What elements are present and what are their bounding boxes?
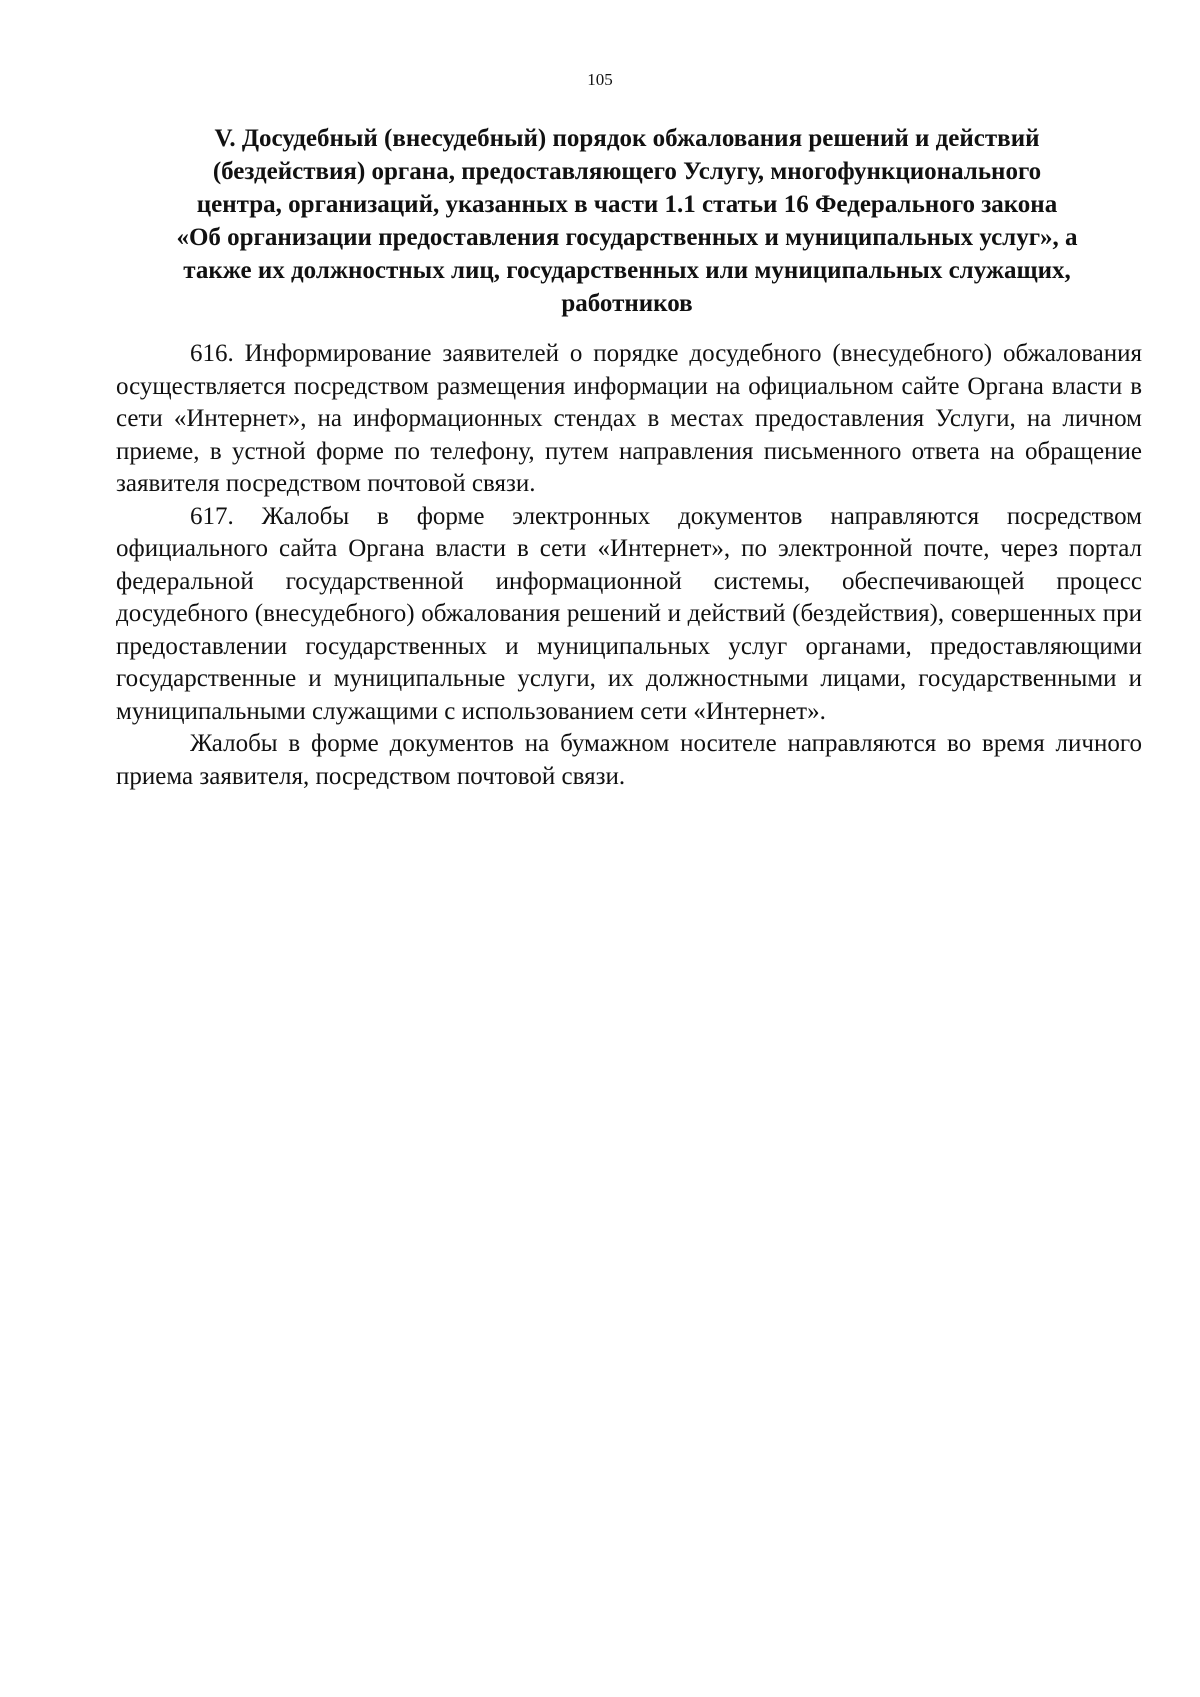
paragraph-paper-complaints: Жалобы в форме документов на бумажном носителе направляются во время личного приема заявителя, посредством почтовой связи. xyxy=(116,730,1142,790)
heading-line: «Об организации предоставления государственных и муниципальных услуг», а xyxy=(176,224,1078,251)
paragraph-617: 617. Жалобы в форме электронных документов направляются посредством официального сайта Органа власти в сети «Интернет», по электронной почте, через портал федеральной государственной информационной системы, обеспечивающей процесс досудебного (внесудебного) обжалования решений и действий (бездействия), совершенных при предоставлении государственных и муниципальных услуг органами, предоставляющими государственные и муниципальные услуги, их должностными лицами, государственными и муниципальными служащими с использованием сети «Интернет». xyxy=(116,502,1142,725)
body-text xyxy=(116,338,1142,793)
heading-line: работников xyxy=(561,290,693,317)
page-number: 105 xyxy=(587,70,613,89)
section-heading xyxy=(112,122,1142,320)
paragraph-616: 616. Информирование заявителей о порядке досудебного (внесудебного) обжалования осуществляется посредством размещения информации на официальном сайте Органа власти в сети «Интернет», на информационных стендах в местах предоставления Услуги, на личном приеме, в устной форме по телефону, путем направления письменного ответа на обращение заявителя посредством почтовой связи. xyxy=(116,340,1142,497)
heading-line: (бездействия) органа, предоставляющего Услугу, многофункционального xyxy=(212,158,1042,185)
heading-line: также их должностных лиц, государственных или муниципальных служащих, xyxy=(183,257,1071,284)
heading-line: V. Досудебный (внесудебный) порядок обжалования решений и действий xyxy=(214,125,1040,152)
heading-line: центра, организаций, указанных в части 1.1 статьи 16 Федерального закона xyxy=(196,191,1058,218)
